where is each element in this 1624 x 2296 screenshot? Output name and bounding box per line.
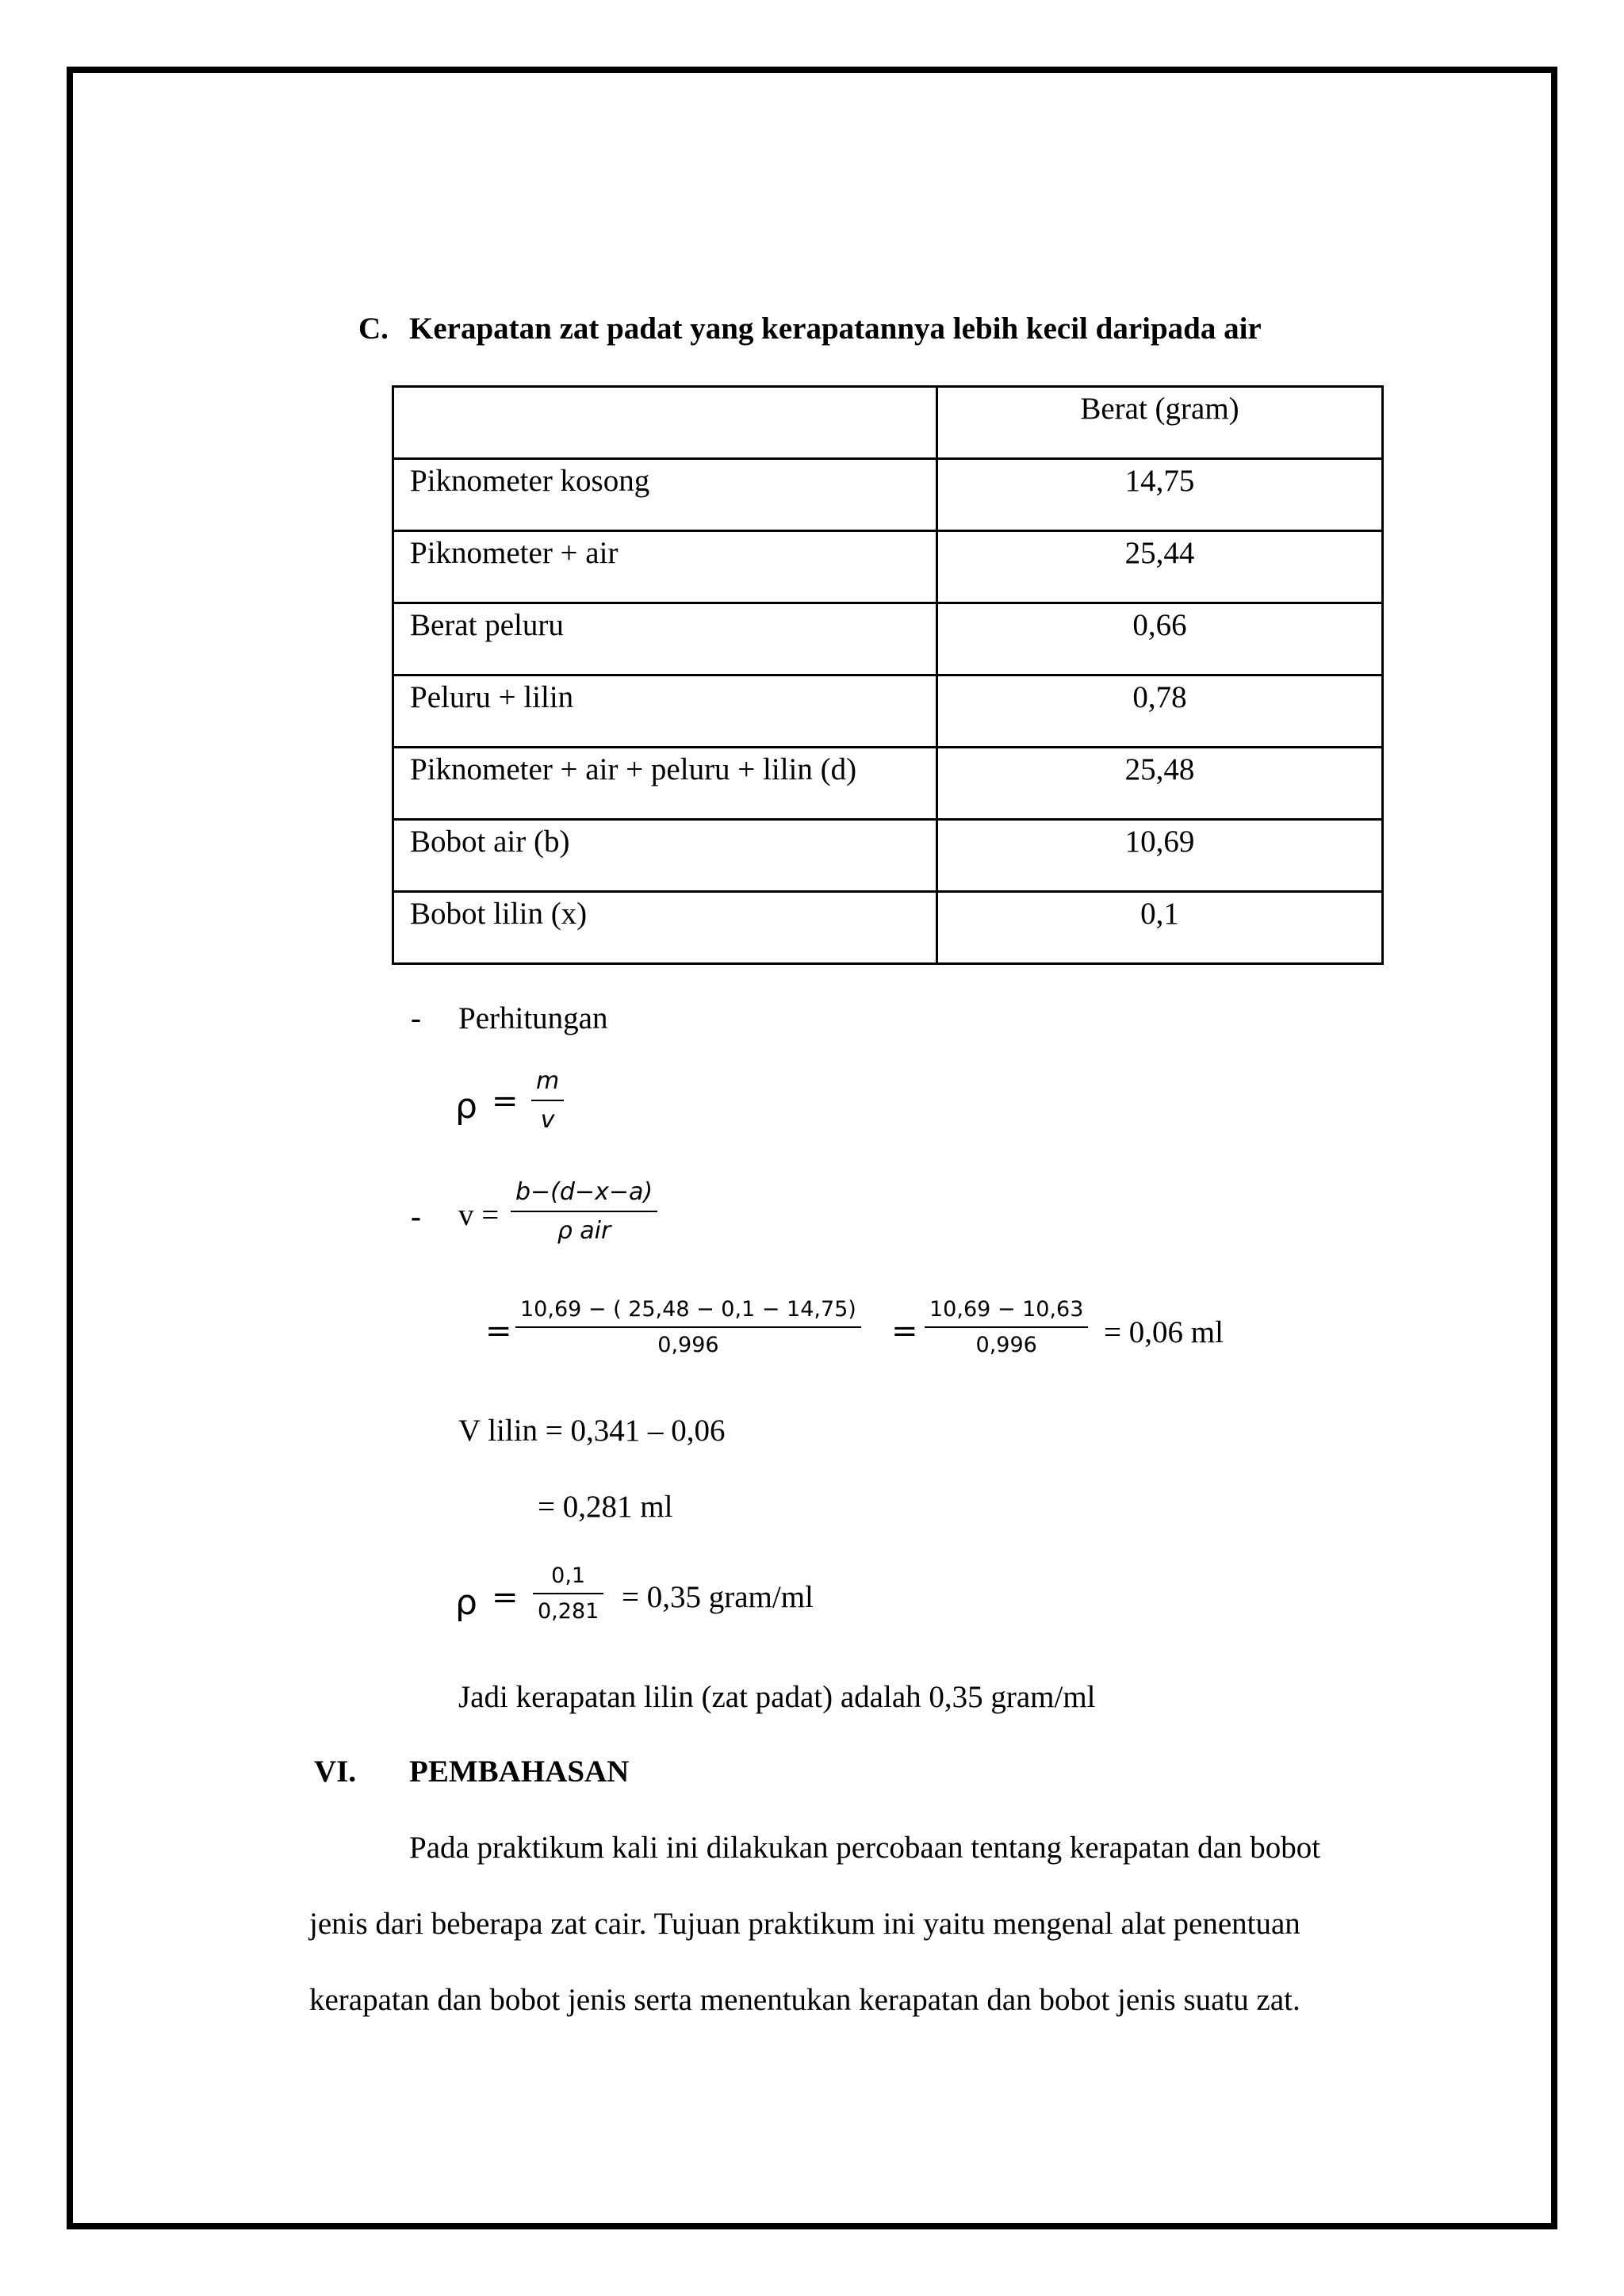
fraction-denominator: v [540,1106,555,1134]
table-cell-value: 14,75 [937,459,1383,531]
v-label: v = [458,1198,500,1232]
table-header-cell [393,387,937,459]
fraction-numerator: 0,1 [551,1563,586,1588]
section-c-label: C. [358,312,389,346]
bullet-dash: - [411,1200,421,1234]
fraction-step-2 [925,1297,1088,1357]
fraction-m-over-v [531,1067,564,1134]
bullet-dash: - [411,1001,421,1035]
step-result: = 0,06 ml [1104,1315,1224,1349]
table-row [393,603,1383,675]
section-vi-title: PEMBAHASAN [409,1755,630,1789]
table-cell-value: 0,66 [937,603,1383,675]
table-cell-label: Piknometer + air + peluru + lilin (d) [393,748,937,820]
fraction-volume-formula [511,1178,657,1245]
table-cell-label: Bobot air (b) [393,820,937,892]
equals-sign: = [485,1313,512,1349]
density-result: = 0,35 gram/ml [622,1580,814,1614]
table-cell-value: 25,48 [937,748,1383,820]
fraction-numerator: m [536,1067,560,1095]
table-cell-value: 10,69 [937,820,1383,892]
paragraph-line-1: Pada praktikum kali ini dilakukan percobaan tentang kerapatan dan bobot [409,1831,1321,1865]
v-lilin-line-1: V lilin = 0,341 – 0,06 [458,1414,726,1448]
conclusion-text: Jadi kerapatan lilin (zat padat) adalah 0,35 gram/ml [458,1680,1096,1714]
table-row [393,748,1383,820]
table-cell-value: 0,78 [937,675,1383,748]
fraction-numerator: b−(d−x−a) [515,1178,653,1206]
table-header-row [393,387,1383,459]
fraction-denominator: 0,281 [538,1599,599,1624]
fraction-step-1 [515,1297,861,1357]
table-row [393,892,1383,964]
table-row [393,459,1383,531]
table-cell-label: Piknometer kosong [393,459,937,531]
table-cell-label: Peluru + lilin [393,675,937,748]
table-cell-value: 25,44 [937,531,1383,603]
paragraph-line-3: kerapatan dan bobot jenis serta menentukan kerapatan dan bobot jenis suatu zat. [309,1983,1300,2017]
fraction-denominator: 0,996 [657,1333,719,1357]
rho-symbol: ρ [455,1086,477,1127]
paragraph-line-2: jenis dari beberapa zat cair. Tujuan praktikum ini yaitu mengenal alat penentuan [309,1907,1300,1941]
table-header-cell: Berat (gram) [937,387,1383,459]
section-vi-label: VI. [314,1755,357,1789]
table-row [393,675,1383,748]
fraction-denominator: ρ air [557,1217,611,1245]
fraction-numerator: 10,69 − ( 25,48 − 0,1 − 14,75) [520,1297,856,1322]
fraction-density [533,1563,603,1624]
table-row [393,531,1383,603]
table-cell-label: Bobot lilin (x) [393,892,937,964]
equals-sign: = [492,1579,519,1616]
table-cell-label: Piknometer + air [393,531,937,603]
fraction-denominator: 0,996 [975,1333,1037,1357]
section-c-title: Kerapatan zat padat yang kerapatannya lebih kecil daripada air [409,312,1262,346]
table-cell-label: Berat peluru [393,603,937,675]
table-cell-value: 0,1 [937,892,1383,964]
table-row [393,820,1383,892]
v-lilin-line-2: = 0,281 ml [538,1490,673,1524]
calc-heading: Perhitungan [458,1001,608,1035]
weight-table [392,385,1384,965]
rho-symbol: ρ [455,1582,477,1623]
equals-sign: = [492,1083,519,1119]
equals-sign: = [891,1313,918,1349]
fraction-numerator: 10,69 − 10,63 [929,1297,1084,1322]
